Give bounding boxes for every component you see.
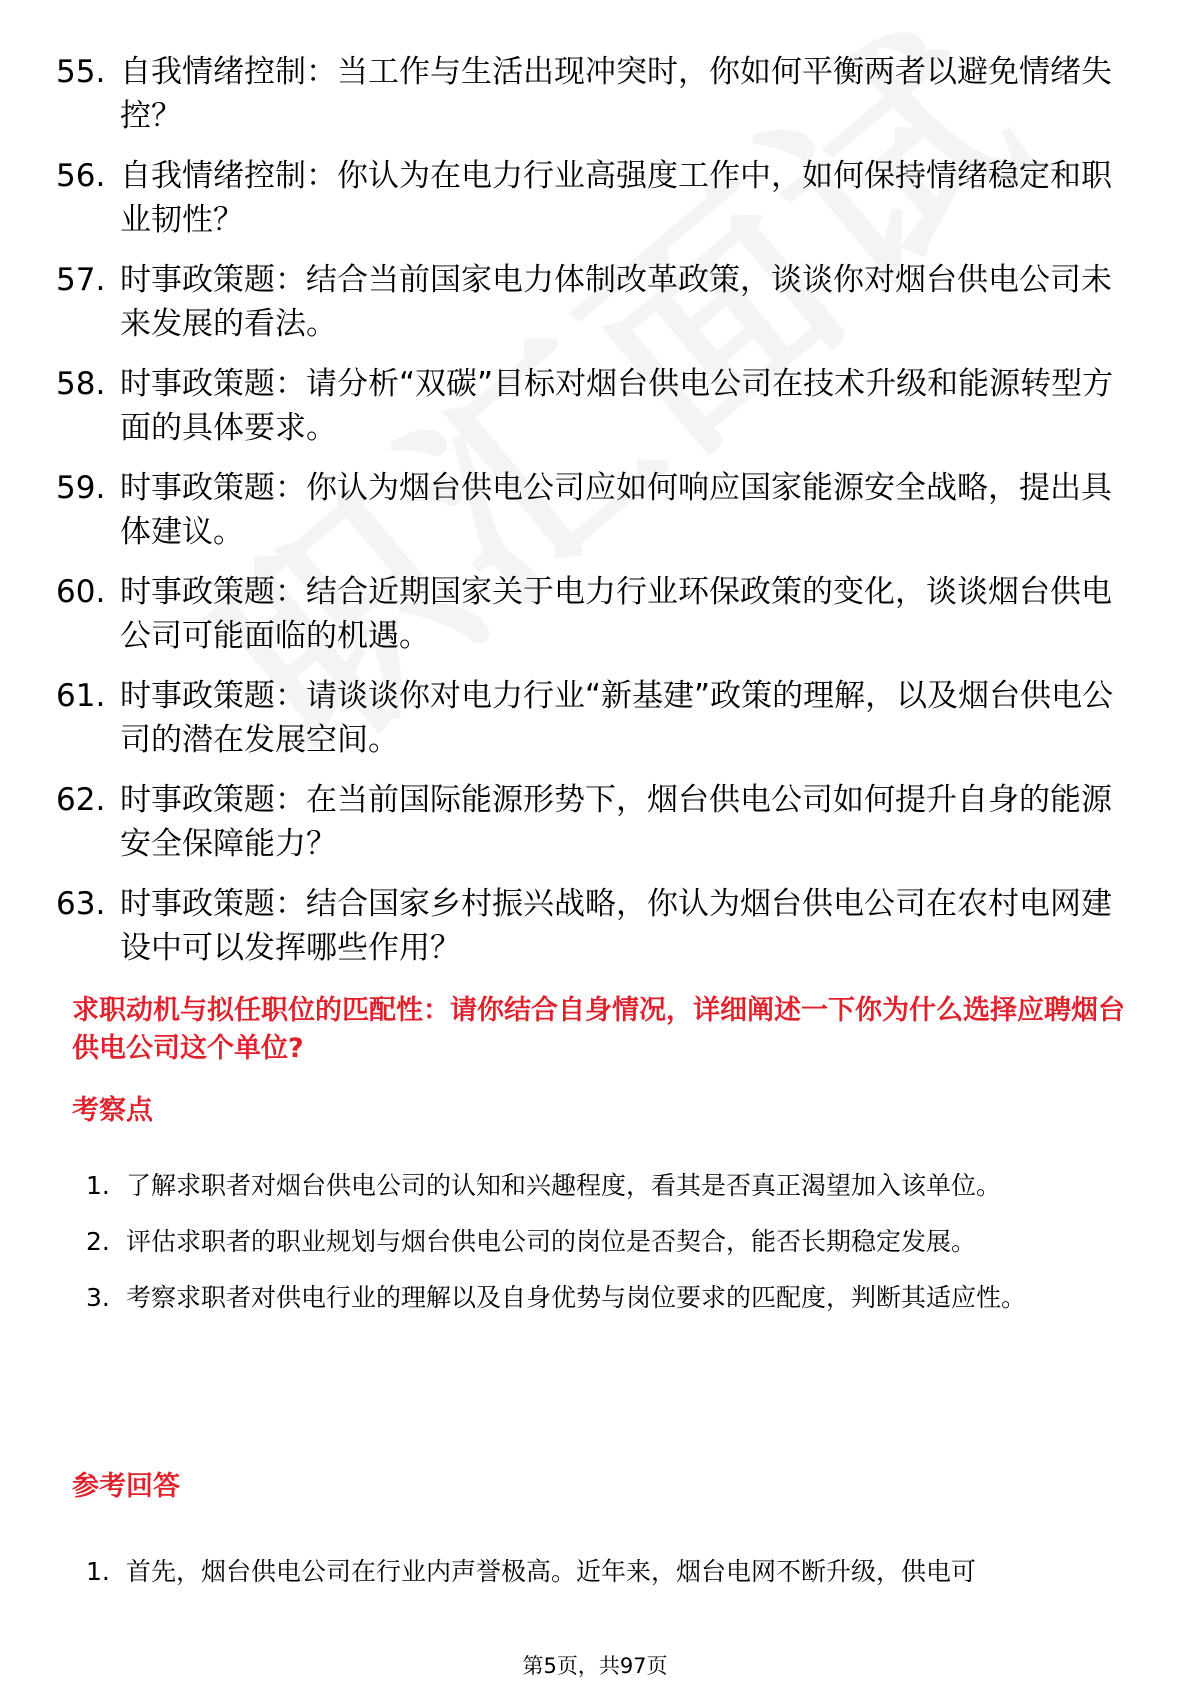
- answer-label: 参考回答: [72, 1471, 180, 1502]
- question-number: 58.: [56, 366, 106, 402]
- question-item: [56, 674, 1126, 762]
- question-text: 时事政策题：结合当前国家电力体制改革政策，谈谈你对烟台供电公司未来发展的看法。: [120, 262, 1112, 342]
- question-number: 57.: [56, 262, 106, 298]
- answer-text: 首先，烟台供电公司在行业内声誉极高。近年来，烟台电网不断升级，供电可: [126, 1557, 977, 1586]
- question-text: 时事政策题：在当前国际能源形势下，烟台供电公司如何提升自身的能源安全保障能力？: [120, 782, 1112, 862]
- point-text: 了解求职者对烟台供电公司的认知和兴趣程度，看其是否真正渴望加入该单位。: [126, 1171, 1002, 1200]
- point-text: 考察求职者对供电行业的理解以及自身优势与岗位要求的匹配度，判断其适应性。: [126, 1283, 1027, 1312]
- question-text: 时事政策题：请分析“双碳”目标对烟台供电公司在技术升级和能源转型方面的具体要求。: [120, 366, 1114, 446]
- point-item: [86, 1272, 1126, 1324]
- question-item: [56, 154, 1126, 242]
- question-number: 60.: [56, 574, 106, 610]
- question-item: [56, 362, 1126, 450]
- page-footer: 第5页，共97页: [522, 1654, 668, 1678]
- answer-number: 1.: [86, 1557, 110, 1586]
- question-item: [56, 882, 1126, 970]
- question-text: 时事政策题：结合近期国家关于电力行业环保政策的变化，谈谈烟台供电公司可能面临的机遇。: [120, 574, 1112, 654]
- question-number: 56.: [56, 158, 106, 194]
- question-text: 时事政策题：请谈谈你对电力行业“新基建”政策的理解，以及烟台供电公司的潜在发展空间。: [120, 678, 1114, 758]
- answer-item: [86, 1546, 1126, 1598]
- answer-list: [86, 1546, 1126, 1602]
- point-item: [86, 1216, 1126, 1268]
- question-text: 时事政策题：结合国家乡村振兴战略，你认为烟台供电公司在农村电网建设中可以发挥哪些作用？: [120, 886, 1112, 966]
- question-item: [56, 50, 1126, 138]
- question-number: 61.: [56, 678, 106, 714]
- question-item: [56, 570, 1126, 658]
- point-number: 3.: [86, 1283, 110, 1312]
- question-text: 自我情绪控制：当工作与生活出现冲突时，你如何平衡两者以避免情绪失控？: [120, 54, 1112, 134]
- question-item: [56, 466, 1126, 554]
- question-text: 时事政策题：你认为烟台供电公司应如何响应国家能源安全战略，提出具体建议。: [120, 470, 1112, 550]
- question-item: [56, 258, 1126, 346]
- point-number: 2.: [86, 1227, 110, 1256]
- point-text: 评估求职者的职业规划与烟台供电公司的岗位是否契合，能否长期稳定发展。: [126, 1227, 977, 1256]
- section-heading: 求职动机与拟任职位的匹配性：请你结合自身情况，详细阐述一下你为什么选择应聘烟台供电公司这个单位?: [72, 995, 1125, 1064]
- question-number: 63.: [56, 886, 106, 922]
- point-number: 1.: [86, 1171, 110, 1200]
- question-number: 55.: [56, 54, 106, 90]
- points-list: [86, 1160, 1126, 1328]
- question-list: [56, 50, 1126, 986]
- points-label: 考察点: [72, 1095, 153, 1126]
- question-number: 59.: [56, 470, 106, 506]
- question-number: 62.: [56, 782, 106, 818]
- question-item: [56, 778, 1126, 866]
- point-item: [86, 1160, 1126, 1212]
- question-text: 自我情绪控制：你认为在电力行业高强度工作中，如何保持情绪稳定和职业韧性？: [120, 158, 1112, 238]
